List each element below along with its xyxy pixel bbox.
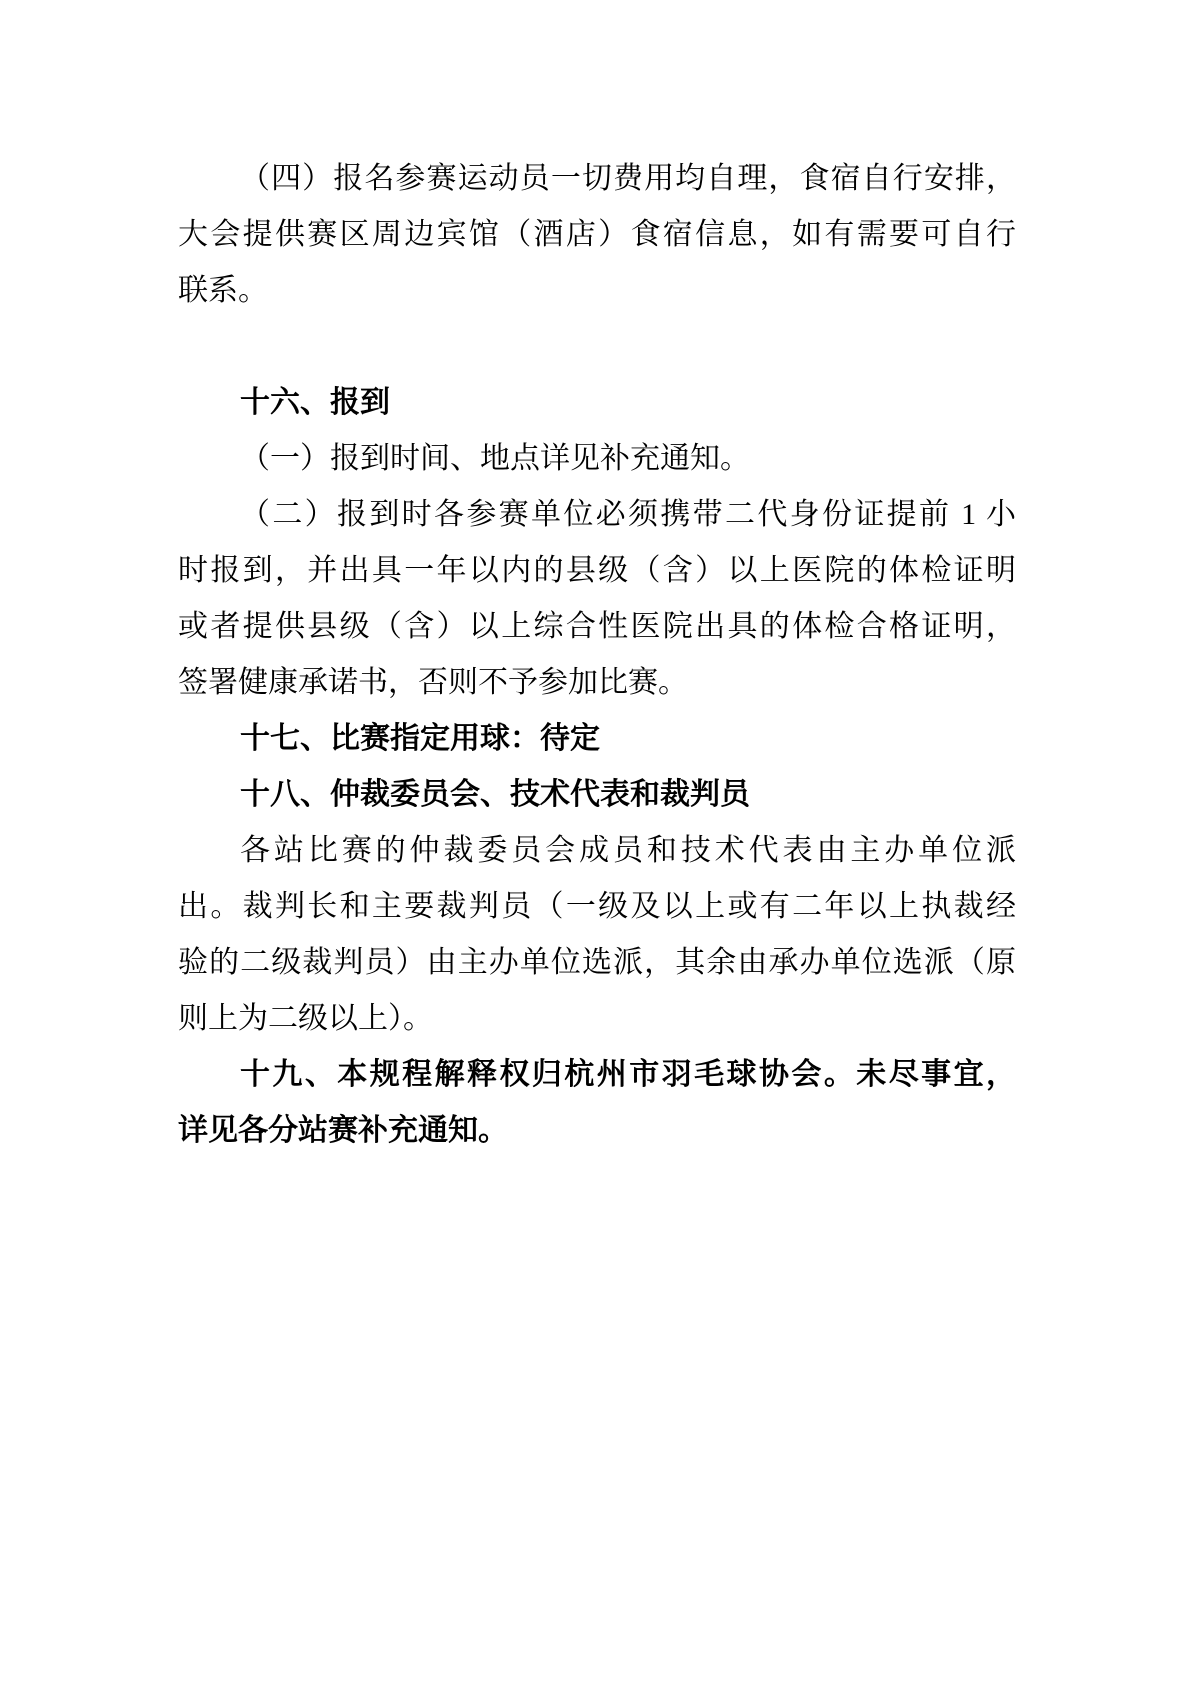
para-fees-and-lodging — [178, 151, 1016, 319]
heading-17-ball — [178, 711, 1016, 767]
para-jury-details — [178, 823, 1016, 1047]
text-line: （二）报到时各参赛单位必须携带二代身份证提前 1 小 — [240, 498, 1016, 531]
blank-line — [178, 319, 1016, 375]
text-line: 则上为二级以上）。 — [178, 1002, 433, 1035]
text-body — [178, 151, 1016, 1159]
text-line: 签署健康承诺书，否则不予参加比赛。 — [178, 666, 688, 699]
text-line: （四）报名参赛运动员一切费用均自理，食宿自行安排， — [240, 162, 1016, 195]
section-heading-line: 十六、报到 — [240, 386, 390, 419]
text-line: 各站比赛的仲裁委员会成员和技术代表由主办单位派 — [240, 834, 1016, 867]
section-heading-line: 十七、比赛指定用球：待定 — [240, 722, 600, 755]
text-line: 联系。 — [178, 274, 268, 307]
heading-18-jury — [178, 767, 1016, 823]
text-line: （一）报到时间、地点详见补充通知。 — [240, 442, 750, 475]
text-line: 验的二级裁判员）由主办单位选派，其余由承办单位选派（原 — [178, 946, 1016, 979]
para-checkin-notice — [178, 431, 1016, 487]
heading-16-checkin — [178, 375, 1016, 431]
para-checkin-requirements — [178, 487, 1016, 711]
text-line: 或者提供县级（含）以上综合性医院出具的体检合格证明， — [178, 610, 1016, 643]
text-line: 时报到，并出具一年以内的县级（含）以上医院的体检证明 — [178, 554, 1016, 587]
section-heading-line: 详见各分站赛补充通知。 — [178, 1114, 508, 1147]
text-line: 出。裁判长和主要裁判员（一级及以上或有二年以上执裁经 — [178, 890, 1016, 923]
section-heading-line: 十九、本规程解释权归杭州市羽毛球协会。未尽事宜， — [240, 1058, 1016, 1091]
para-19-interpretation — [178, 1047, 1016, 1159]
text-line: 大会提供赛区周边宾馆（酒店）食宿信息，如有需要可自行 — [178, 218, 1016, 251]
section-heading-line: 十八、仲裁委员会、技术代表和裁判员 — [240, 778, 750, 811]
